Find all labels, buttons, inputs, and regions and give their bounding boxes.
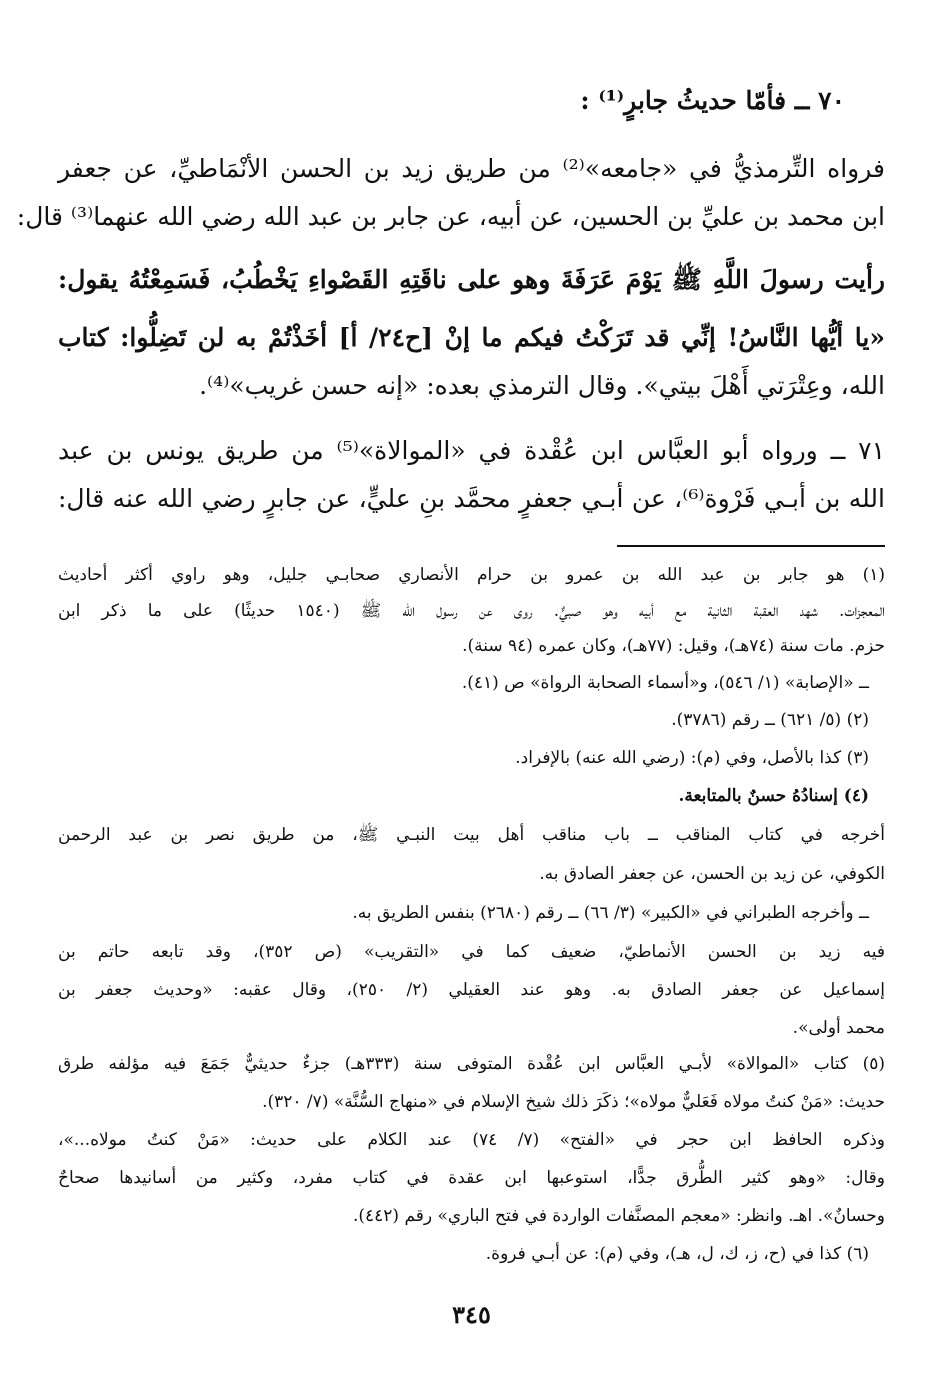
footnote-line: الكوفي، عن زيد بن الحسن، عن جعفر الصادق به.	[539, 864, 885, 884]
footnote-line: حديث: «مَنْ كنتُ مولاه فَعَليٌّ مولاه»؛ ذكَرَ ذلك شيخ الإسلام في «منهاج السُّنَّة» (٧/ ٣٢٠).	[262, 1092, 885, 1112]
footnote-line: (٣) كذا بالأصل، وفي (م): (رضي الله عنه) بالإفراد.	[515, 748, 869, 768]
footnote-line: وقال: «وهو كثير الطُّرق جدًّا، استوعبها ابن عقدة في كتاب مفرد، وكثير من أسانيدها صحاحٌ	[58, 1168, 885, 1188]
hadith-text-line: «يا أيُّها النَّاسُ! إنِّي قد تَرَكْتُ فيكم ما إنْ [ح٢٤/ أ] أخَذْتُمْ به لن تَضِلُّوا: كتاب	[58, 323, 886, 352]
page-number: ٣٤٥	[452, 1300, 491, 1329]
footnote-line: أخرجه في كتاب المناقب ــ باب مناقب أهل بيت النبـي ﷺ، من طريق نصر بن عبد الرحمن	[58, 825, 885, 845]
footnote-separator	[617, 545, 885, 547]
main-text-line: ابن محمد بن عليِّ بن الحسين، عن أبيه، عن جابر بن عبد الله رضي الله عنهما⁽³⁾ قال:	[16, 202, 885, 231]
hadith-text-line: رأيت رسولَ اللَّهِ ﷺ يَوْمَ عَرَفَةَ وهو على ناقَتِهِ القَصْواءِ يَخْطُبُ، فَسَمِعْتُهُ يقول:	[58, 265, 885, 294]
footnote-line: محمد أولى».	[792, 1018, 885, 1038]
footnote-line: حزم. مات سنة (٧٤هـ)، وقيل: (٧٧هـ)، وكان عمره (٩٤ سنة).	[462, 636, 885, 656]
hadith-71-line: ٧١ ــ ورواه أبو العبَّاس ابن عُقْدة في «الموالاة»⁽⁵⁾ من طريق يونس بن عبد	[58, 436, 885, 465]
footnote-line: وحسانٌ». اهـ. وانظر: «معجم المصنَّفات الواردة في فتح الباري» رقم (٤٤٢).	[352, 1206, 885, 1226]
footnote-line: إسماعيل عن جعفر الصادق به. وهو عند العقيلي (٢/ ٢٥٠)، وقال عقبه: «وحديث جعفر بن	[58, 980, 885, 1000]
main-text-line: فرواه التِّرمذيُّ في «جامعه»⁽²⁾ من طريق زيد بن الحسن الأنْمَاطيِّ، عن جعفر	[58, 154, 885, 183]
main-text-line: الله، وعِتْرَتي أَهْلَ بيتي». وقال الترمذي بعده: «إنه حسن غريب»⁽⁴⁾.	[199, 371, 885, 400]
main-text-line: الله بن أبـي فَرْوة⁽⁶⁾، عن أبـي جعفرٍ محمَّد بنِ عليٍّ، عن جابرٍ رضي الله عنه قال:	[58, 484, 885, 513]
footnote-line: ــ وأخرجه الطبراني في «الكبير» (٣/ ٦٦) ــ رقم (٢٦٨٠) بنفس الطريق به.	[352, 903, 869, 923]
footnote-line: (٤) إسنادُهُ حسنٌ بالمتابعة.	[678, 786, 869, 806]
hadith-70-heading: ٧٠ ــ فأمّا حديثُ جابرٍ⁽¹⁾ :	[580, 86, 845, 115]
footnote-line: (١) هو جابر بن عبد الله بن عمرو بن حرام الأنصاري صحابـي جليل، وهو راوي أكثر أحاديث	[58, 565, 885, 585]
footnote-line: (٢) (٥/ ٦٢١) ــ رقم (٣٧٨٦).	[671, 710, 869, 730]
footnote-line: (٥) كتاب «الموالاة» لأبـي العبَّاس ابن عُقْدة المتوفى سنة (٣٣٣هـ) جزءٌ حديثيٌّ جَمَعَ فيه مؤلفه طرق	[58, 1054, 885, 1074]
footnote-line: (٦) كذا في (ح، ز، ك، ل، هـ)، وفي (م): عن أبـي فروة.	[485, 1244, 869, 1264]
footnote-line: ــ «الإصابة» (١/ ٥٤٦)، و«أسماء الصحابة الرواة» ص (٤١).	[461, 673, 869, 693]
footnote-line: فيه زيد بن الحسن الأنماطيّ، ضعيف كما في «التقريب» (ص ٣٥٢)، وقد تابعه حاتم بن	[58, 942, 885, 962]
footnote-line: وذكره الحافظ ابن حجر في «الفتح» (٧/ ٧٤) عند الكلام على حديث: «مَنْ كنتُ مولاه...»،	[58, 1130, 885, 1150]
footnote-line: المعجزات. شهد العقبة الثانية مع أبيه وهو صبيٌّ. روى عن رسول الله ﷺ (١٥٤٠ حديثًا) على ما ذكر ابن	[58, 601, 885, 621]
